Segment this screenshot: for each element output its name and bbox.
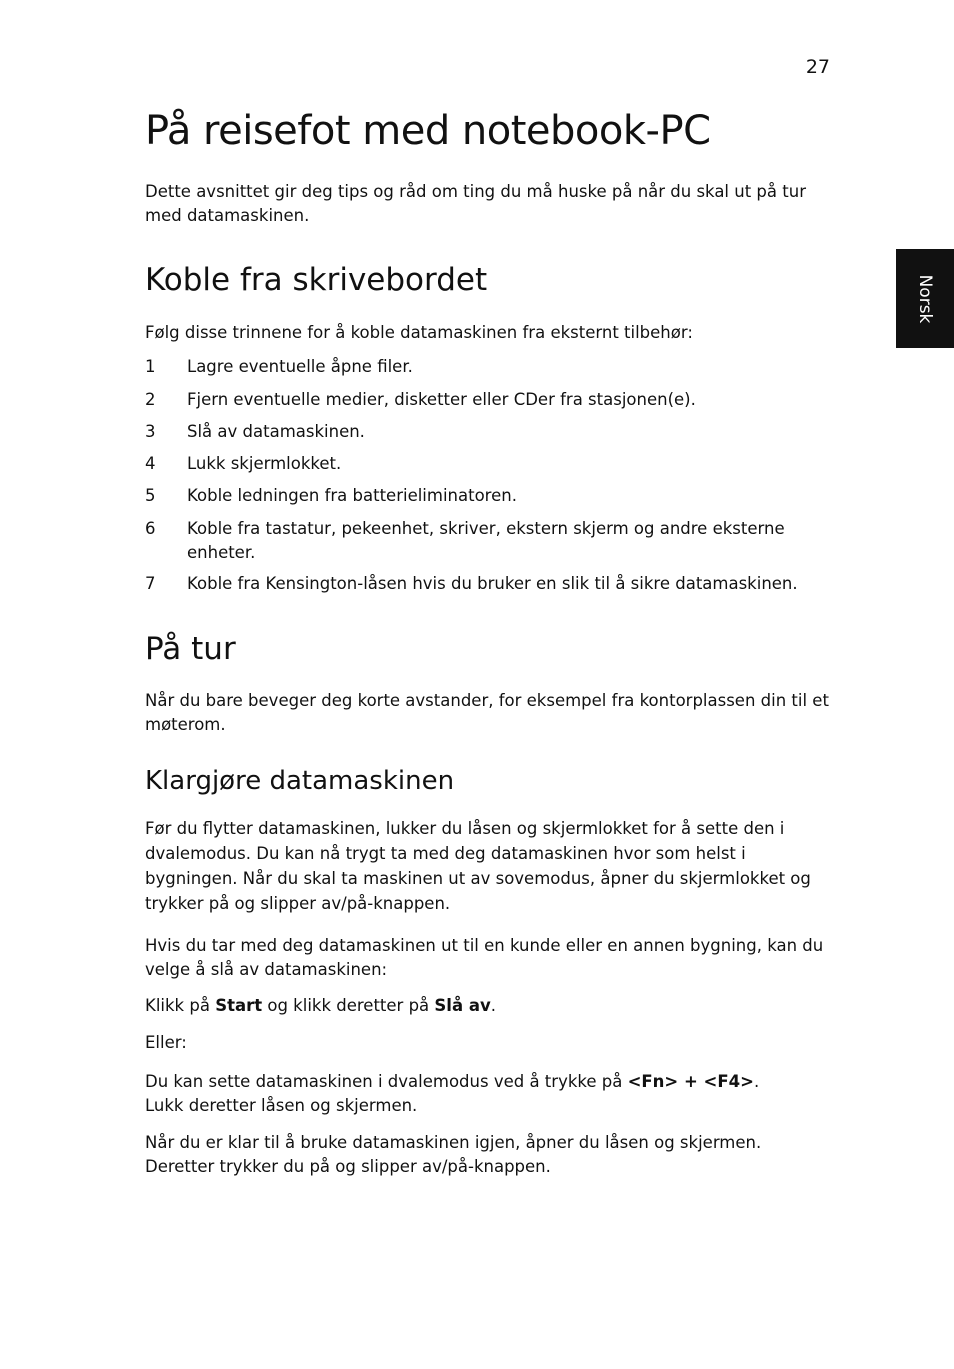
p5-pre: Du kan sette datamaskinen i dvalemodus ved å trykke på (145, 1072, 628, 1091)
p5-line2: Lukk deretter låsen og skjermen. (145, 1095, 418, 1115)
list-item-text: Koble ledningen fra batterieliminatoren. (187, 486, 517, 505)
page-title: På reisefot med notebook-PC (145, 108, 711, 154)
subsection-heading-prepare: Klargjøre datamaskinen (145, 766, 455, 796)
list-item (145, 355, 835, 379)
list-item-text: Lagre eventuelle åpne filer. (187, 357, 413, 376)
list-item-number: 6 (145, 519, 156, 538)
hotkey-label: <Fn> + <F4> (627, 1072, 754, 1091)
section-heading-disconnect: Koble fra skrivebordet (145, 262, 488, 298)
list-item-number: 1 (145, 357, 156, 376)
list-item (145, 420, 835, 444)
list-item (145, 572, 835, 596)
list-item-number: 2 (145, 390, 156, 409)
list-item (145, 484, 835, 508)
prepare-paragraph-1: Før du flytter datamaskinen, lukker du låsen og skjermlokket for å sette den i dvalemodus. Du kan nå trygt ta med deg datamaskinen hvor som helst i bygningen. Når du skal ta maskinen ut av sovemodus, åpner du skjermlokket og trykker på og slipper av/på-knappen. (145, 819, 811, 913)
shutdown-label: Slå av (434, 996, 491, 1015)
prepare-paragraph-4: Eller: (145, 1033, 187, 1052)
list-item-text: Lukk skjermlokket. (187, 454, 342, 473)
prepare-paragraph-6: Når du er klar til å bruke datamaskinen igjen, åpner du låsen og skjermen. Deretter trykker du på og slipper av/på-knappen. (145, 1133, 762, 1176)
page-number: 27 (805, 56, 830, 78)
list-item-number: 4 (145, 454, 156, 473)
prepare-paragraph-5 (145, 1070, 835, 1117)
disconnect-lead: Følg disse trinnene for å koble datamaskinen fra eksternt tilbehør: (145, 323, 693, 342)
start-label: Start (215, 996, 263, 1015)
language-tab-label: Norsk (915, 274, 935, 323)
list-item-text: Koble fra Kensington-låsen hvis du bruker en slik til å sikre datamaskinen. (187, 574, 798, 593)
list-item (145, 452, 835, 476)
p3-mid: og klikk deretter på (262, 996, 435, 1015)
list-item-text: Slå av datamaskinen. (187, 422, 365, 441)
section-heading-travel: På tur (145, 631, 236, 667)
p3-post: . (490, 996, 496, 1015)
p3-pre: Klikk på (145, 996, 216, 1015)
list-item-text: Koble fra tastatur, pekeenhet, skriver, ekstern skjerm og andre eksterne enheter. (187, 519, 785, 562)
prepare-paragraph-3 (145, 994, 835, 1018)
p5-post: . (753, 1072, 760, 1091)
language-tab (896, 249, 954, 348)
list-item-text: Fjern eventuelle medier, disketter eller CDer fra stasjonen(e). (187, 390, 696, 409)
list-item-number: 7 (145, 574, 156, 593)
intro-paragraph: Dette avsnittet gir deg tips og råd om ting du må huske på når du skal ut på tur med datamaskinen. (145, 182, 806, 225)
list-item-number: 3 (145, 422, 156, 441)
list-item (145, 388, 835, 412)
list-item (145, 517, 835, 564)
travel-lead: Når du bare beveger deg korte avstander, for eksempel fra kontorplassen din til et møterom. (145, 691, 829, 734)
list-item-number: 5 (145, 486, 156, 505)
prepare-paragraph-2: Hvis du tar med deg datamaskinen ut til en kunde eller en annen bygning, kan du velge å slå av datamaskinen: (145, 936, 824, 979)
